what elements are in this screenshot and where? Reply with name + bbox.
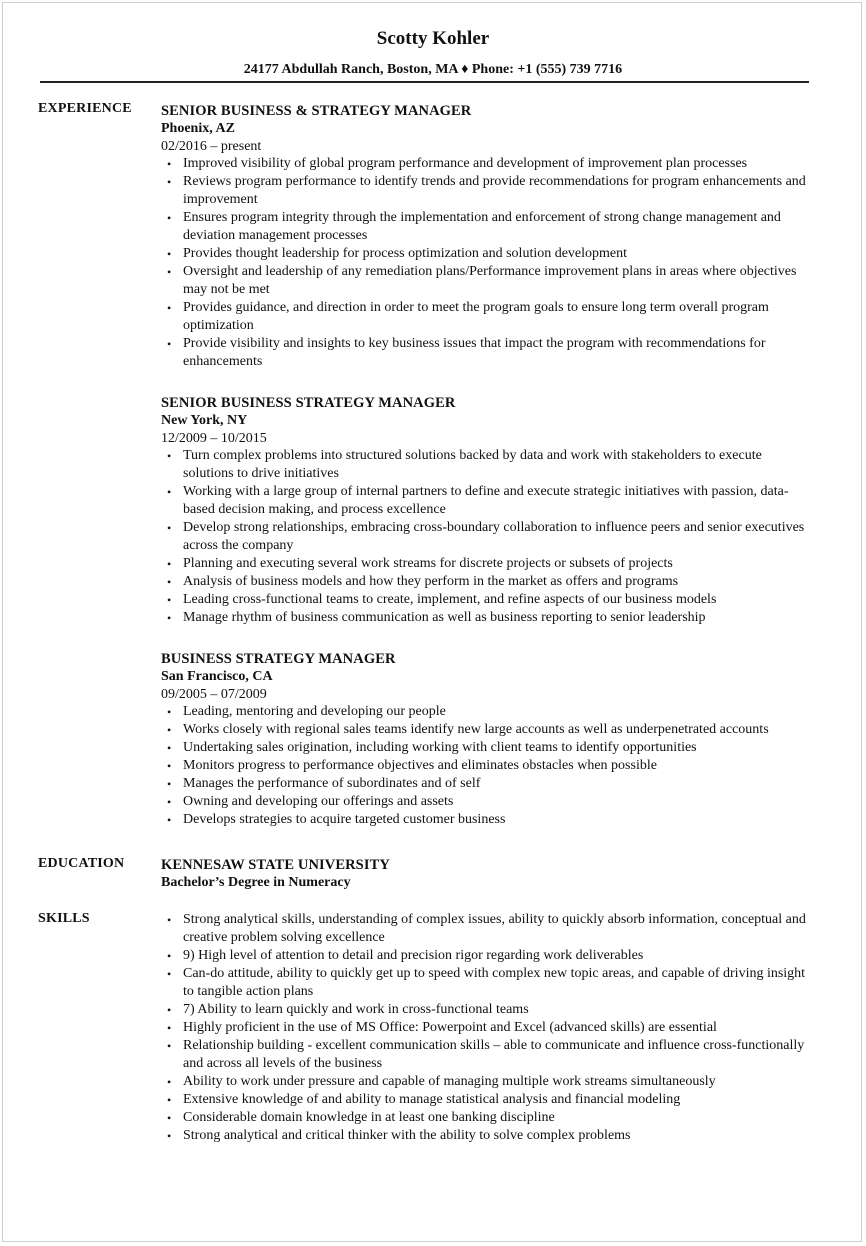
list-item: • Improved visibility of global program performance and development of improvement plan processes bbox=[161, 155, 811, 173]
job-bullet-list bbox=[161, 703, 811, 829]
list-item: • Highly proficient in the use of MS Office: Powerpoint and Excel (advanced skills) are essential bbox=[161, 1019, 811, 1037]
list-item: • Relationship building - excellent communication skills – able to communicate and influence cross-functionally and across all levels of the business bbox=[161, 1037, 811, 1073]
list-item: • Owning and developing our offerings and assets bbox=[161, 793, 811, 811]
list-item: • Reviews program performance to identify trends and provide recommendations for program enhancements and improvement bbox=[161, 173, 811, 209]
list-item: • Strong analytical skills, understanding of complex issues, ability to quickly absorb information, conceptual and creative problem solving excellence bbox=[161, 911, 811, 947]
list-item: • Monitors progress to performance objectives and eliminates obstacles when possible bbox=[161, 757, 811, 775]
list-item: • Planning and executing several work streams for discrete projects or subsets of projects bbox=[161, 555, 811, 573]
job-entry bbox=[161, 394, 811, 627]
section-label-experience: EXPERIENCE bbox=[38, 101, 132, 116]
list-item: • Ensures program integrity through the implementation and enforcement of strong change management and deviation management processes bbox=[161, 209, 811, 245]
list-item: • Working with a large group of internal partners to define and execute strategic initiatives with passion, data-based decision making, and process excellence bbox=[161, 483, 811, 519]
job-location: New York, NY bbox=[161, 413, 248, 428]
list-item: • Ability to work under pressure and capable of managing multiple work streams simultaneously bbox=[161, 1073, 811, 1091]
list-item: • Strong analytical and critical thinker with the ability to solve complex problems bbox=[161, 1127, 811, 1145]
job-location: Phoenix, AZ bbox=[161, 121, 235, 136]
job-title: BUSINESS STRATEGY MANAGER bbox=[161, 651, 396, 667]
job-location: San Francisco, CA bbox=[161, 669, 273, 684]
list-item: • Can-do attitude, ability to quickly get up to speed with complex new topic areas, and capable of driving insight to tangible action plans bbox=[161, 965, 811, 1001]
list-item: • Provides thought leadership for process optimization and solution development bbox=[161, 245, 811, 263]
skills-entry bbox=[161, 911, 811, 1145]
candidate-name: Scotty Kohler bbox=[376, 28, 490, 49]
list-item: • Provide visibility and insights to key business issues that impact the program with recommendations for enhancements bbox=[161, 335, 811, 371]
header-divider bbox=[40, 81, 809, 83]
list-item: • Oversight and leadership of any remediation plans/Performance improvement plans in areas where objectives may not be met bbox=[161, 263, 811, 299]
section-label-education: EDUCATION bbox=[38, 856, 125, 871]
list-item: • Provides guidance, and direction in order to meet the program goals to ensure long term overall program optimization bbox=[161, 299, 811, 335]
school-name: KENNESAW STATE UNIVERSITY bbox=[161, 857, 390, 873]
list-item: • Works closely with regional sales teams identify new large accounts as well as underpenetrated accounts bbox=[161, 721, 811, 739]
job-bullet-list bbox=[161, 447, 811, 627]
list-item: • Manages the performance of subordinates and of self bbox=[161, 775, 811, 793]
job-dates: 02/2016 – present bbox=[161, 139, 262, 154]
list-item: • Analysis of business models and how they perform in the market as offers and programs bbox=[161, 573, 811, 591]
list-item: • Develop strong relationships, embracing cross-boundary collaboration to influence peers and senior executives across the company bbox=[161, 519, 811, 555]
job-dates: 12/2009 – 10/2015 bbox=[161, 431, 267, 446]
job-entry bbox=[161, 102, 811, 371]
list-item: • Undertaking sales origination, including working with client teams to identify opportunities bbox=[161, 739, 811, 757]
contact-line: 24177 Abdullah Ranch, Boston, MA ♦ Phone: +1 (555) 739 7716 bbox=[243, 62, 623, 77]
job-title: SENIOR BUSINESS STRATEGY MANAGER bbox=[161, 395, 456, 411]
list-item: • 9) High level of attention to detail and precision rigor regarding work deliverables bbox=[161, 947, 811, 965]
skills-list bbox=[161, 911, 811, 1145]
list-item: • Turn complex problems into structured solutions backed by data and work with stakeholders to execute solutions to drive initiatives bbox=[161, 447, 811, 483]
list-item: • Leading, mentoring and developing our people bbox=[161, 703, 811, 721]
section-label-skills: SKILLS bbox=[38, 911, 90, 926]
list-item: • Manage rhythm of business communication as well as business reporting to senior leadership bbox=[161, 609, 811, 627]
degree: Bachelor’s Degree in Numeracy bbox=[161, 875, 351, 890]
job-entry bbox=[161, 650, 811, 829]
list-item: • Considerable domain knowledge in at least one banking discipline bbox=[161, 1109, 811, 1127]
job-dates: 09/2005 – 07/2009 bbox=[161, 687, 267, 702]
list-item: • Develops strategies to acquire targeted customer business bbox=[161, 811, 811, 829]
list-item: • Extensive knowledge of and ability to manage statistical analysis and financial modeling bbox=[161, 1091, 811, 1109]
job-bullet-list bbox=[161, 155, 811, 371]
list-item: • 7) Ability to learn quickly and work in cross-functional teams bbox=[161, 1001, 811, 1019]
job-title: SENIOR BUSINESS & STRATEGY MANAGER bbox=[161, 103, 472, 119]
education-entry bbox=[161, 856, 811, 892]
list-item: • Leading cross-functional teams to create, implement, and refine aspects of our business models bbox=[161, 591, 811, 609]
